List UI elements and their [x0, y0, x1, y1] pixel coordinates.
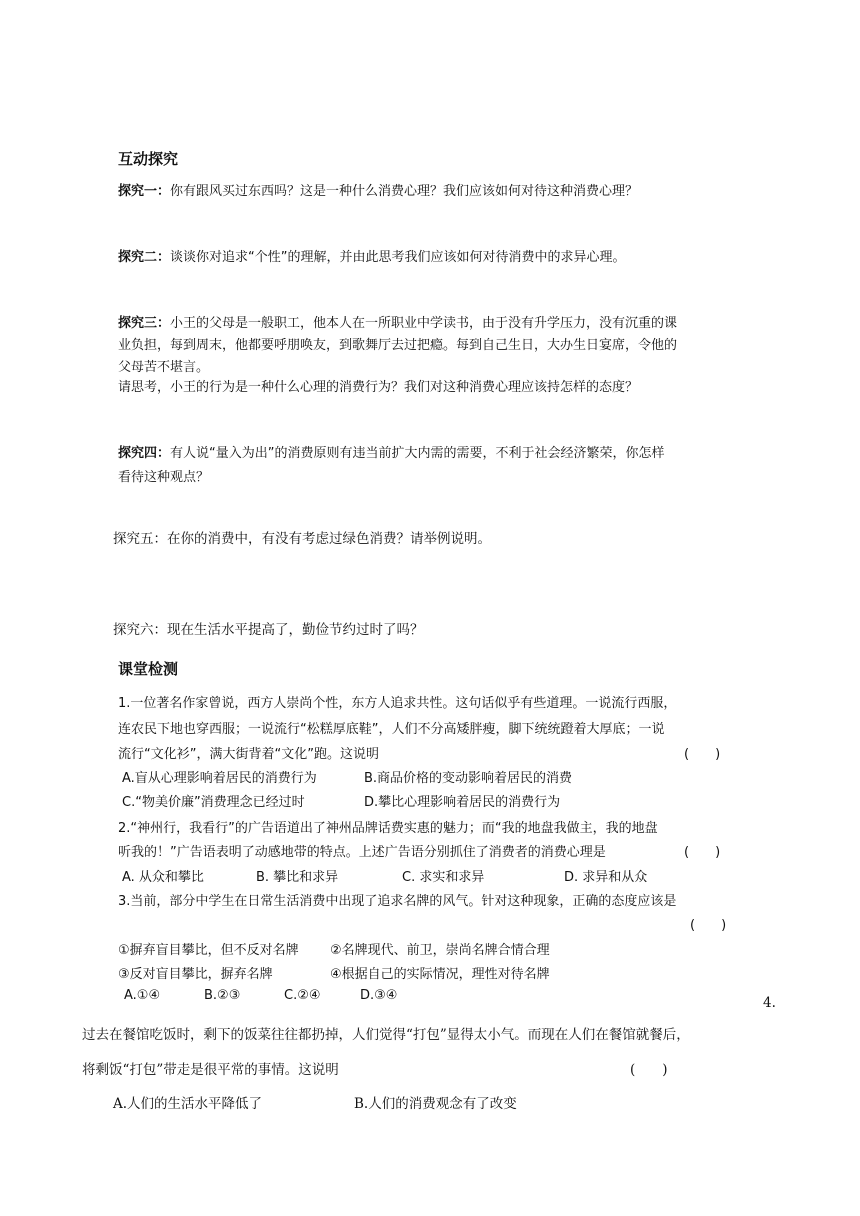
item3-option-b: B.②③	[204, 988, 241, 1003]
item1-option-b: B.商品价格的变动影响着居民的消费	[364, 771, 573, 786]
inquiry-3-line1	[118, 312, 677, 331]
inquiry-3-line3: 父母苦不堪言。	[118, 360, 210, 375]
item4-option-b: B.人们的消费观念有了改变	[354, 1096, 517, 1112]
item2-line1: 2.“神州行，我看行”的广告语道出了神州品牌话费实惠的魅力；而“我的地盘我做主，我的地盘	[118, 821, 658, 836]
item1-option-a: A.盲从心理影响着居民的消费行为	[122, 771, 317, 786]
item3-statement-2: ②名牌现代、前卫，崇尚名牌合情合理	[330, 943, 550, 958]
item3-statement-4: ④根据自己的实际情况，理性对待名牌	[330, 967, 550, 982]
item4-answer-paren: ( )	[630, 1062, 668, 1078]
inquiry-3-line4: 请思考，小王的行为是一种什么心理的消费行为？我们对这种消费心理应该持怎样的态度？	[118, 380, 639, 395]
item2-option-a: A. 从众和攀比	[122, 870, 204, 885]
item4-number: 4.	[763, 995, 776, 1011]
item3-line1: 3.当前，部分中学生在日常生活消费中出现了追求名牌的风气。针对这种现象，正确的态度应该是	[118, 894, 677, 909]
inquiry-6: 探究六：现在生活水平提高了，勤俭节约过时了吗？	[113, 622, 424, 638]
inquiry-5: 探究五：在你的消费中，有没有考虑过绿色消费？请举例说明。	[113, 531, 491, 547]
inquiry-1	[118, 180, 638, 199]
inquiry-4-text-1: 有人说“量入为出”的消费原则有违当前扩大内需的需要，不利于社会经济繁荣，你怎样	[170, 446, 665, 461]
inquiry-3-label: 探究三：	[118, 316, 171, 331]
section-title-interactive: 互动探究	[118, 150, 179, 168]
item2-option-c: C. 求实和求异	[402, 870, 485, 885]
item3-statement-3: ③反对盲目攀比，摒弃名牌	[118, 967, 273, 982]
item1-option-c: C.“物美价廉”消费理念已经过时	[122, 795, 305, 810]
item3-option-c: C.②④	[284, 988, 321, 1003]
item2-answer-paren: ( )	[684, 845, 721, 860]
inquiry-3-line2: 业负担，每到周末，他都要呼朋唤友，到歌舞厅去过把瘾。每到自己生日，大办生日宴席，令他的	[118, 338, 678, 353]
item4-option-a: A.人们的生活水平降低了	[113, 1096, 263, 1112]
item3-answer-paren: ( )	[690, 918, 727, 933]
item2-option-b: B. 攀比和求异	[256, 870, 339, 885]
inquiry-2-text: 谈谈你对追求“个性”的理解，并由此思考我们应该如何对待消费中的求异心理。	[170, 250, 626, 265]
item2-option-d: D. 求异和从众	[564, 870, 648, 885]
section-title-classroom-test: 课堂检测	[118, 660, 179, 678]
inquiry-2-label: 探究二：	[118, 250, 171, 265]
item1-line1: 1.一位著名作家曾说，西方人崇尚个性，东方人追求共性。这句话似乎有些道理。一说流行西服，	[118, 696, 677, 711]
inquiry-1-text: 你有跟风买过东西吗？这是一种什么消费心理？我们应该如何对待这种消费心理？	[170, 184, 639, 199]
inquiry-2	[118, 246, 626, 265]
item3-option-d: D.③④	[360, 988, 398, 1003]
item3-option-a: A.①④	[124, 988, 161, 1003]
inquiry-4-line2: 看待这种观点？	[118, 470, 210, 485]
item4-line1: 过去在餐馆吃饭时，剩下的饭菜往往都扔掉，人们觉得“打包”显得太小气。而现在人们在餐馆就餐后，	[82, 1027, 690, 1043]
item3-statement-1: ①摒弃盲目攀比，但不反对名牌	[118, 943, 299, 958]
item1-answer-paren: ( )	[684, 747, 721, 762]
inquiry-1-label: 探究一：	[118, 184, 171, 199]
item1-line2: 连农民下地也穿西服；一说流行“松糕厚底鞋”，人们不分高矮胖瘦，脚下统统蹬着大厚底；一说	[118, 722, 665, 737]
item1-option-d: D.攀比心理影响着居民的消费行为	[364, 795, 561, 810]
item2-line2: 听我的！”广告语表明了动感地带的特点。上述广告语分别抓住了消费者的消费心理是	[118, 845, 606, 860]
item1-line3: 流行“文化衫”，满大街背着“文化”跑。这说明	[118, 747, 379, 762]
inquiry-3-text-1: 小王的父母是一般职工，他本人在一所职业中学读书，由于没有升学压力，没有沉重的课	[170, 316, 678, 331]
inquiry-4-label: 探究四：	[118, 446, 171, 461]
item4-line2: 将剩饭“打包”带走是很平常的事情。这说明	[82, 1062, 339, 1078]
inquiry-4-line1	[118, 442, 665, 461]
